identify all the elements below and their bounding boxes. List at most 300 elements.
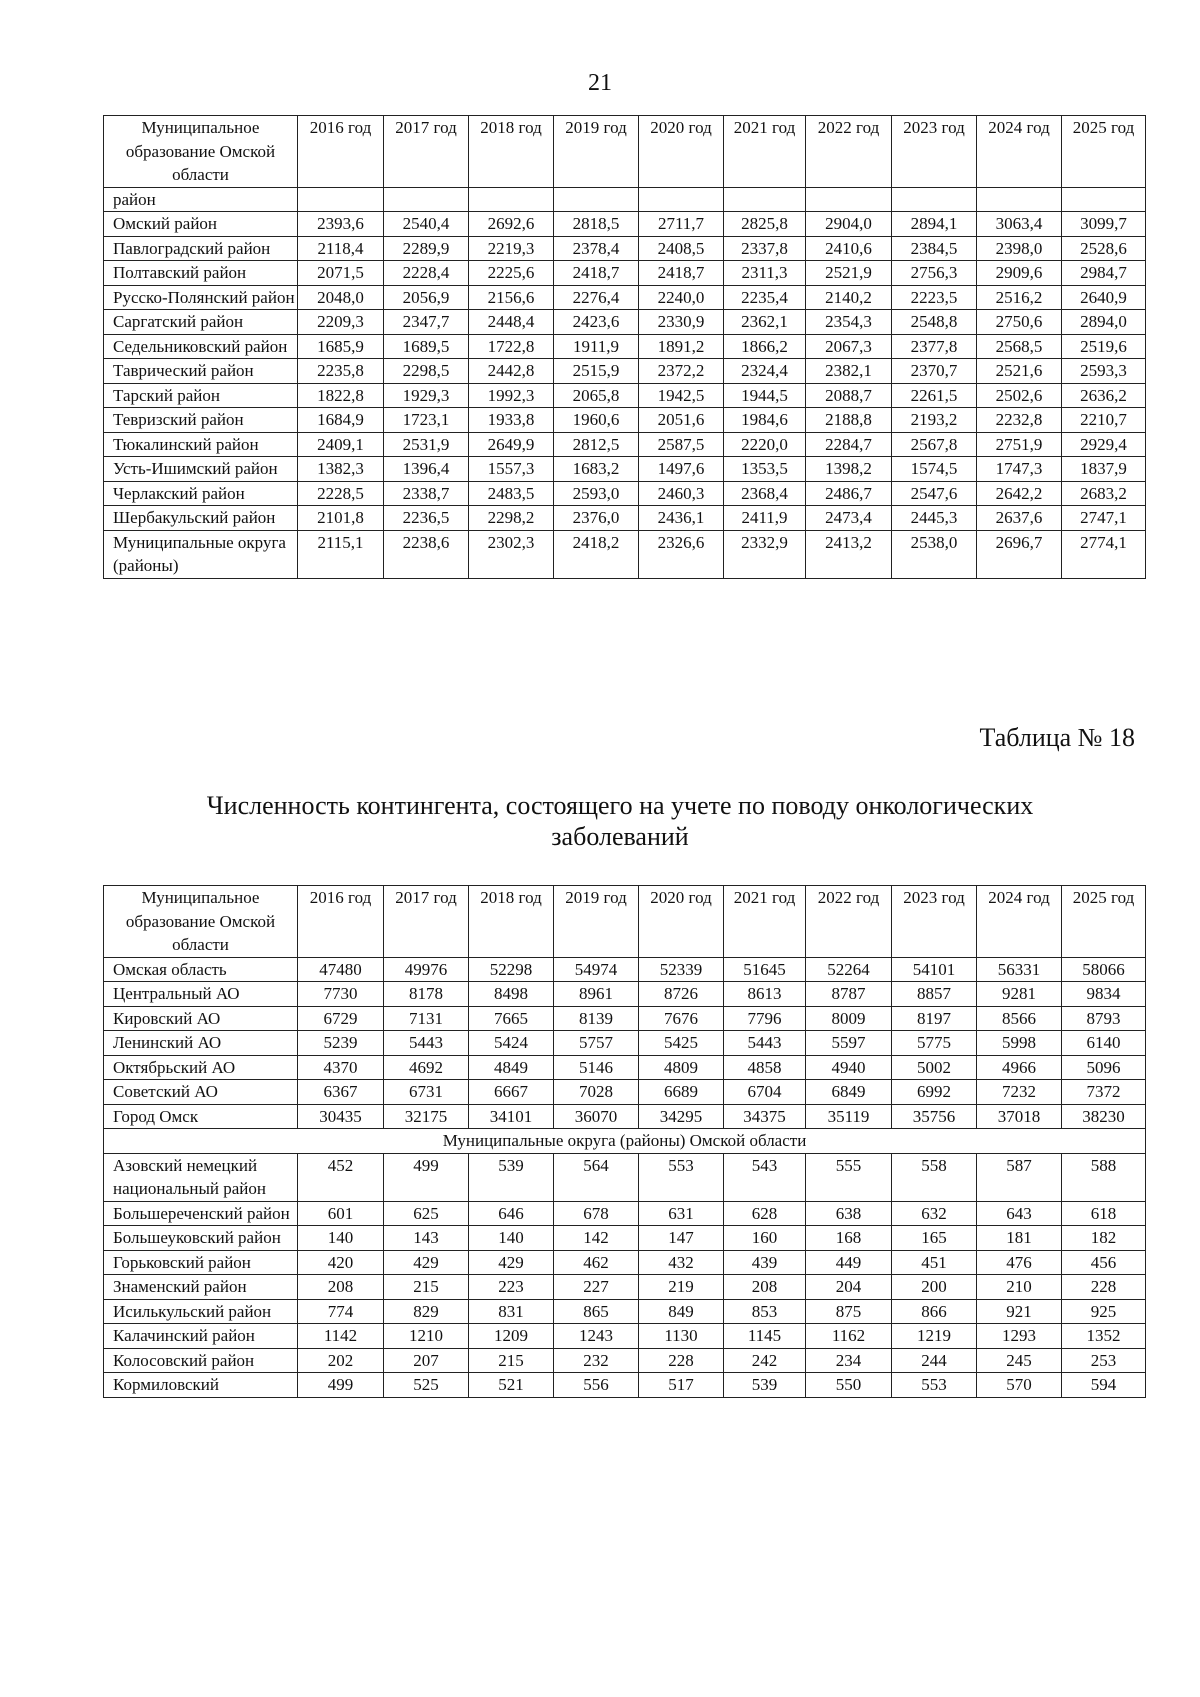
value-cell: 58066 (1062, 957, 1146, 982)
row-name-cell: Кормиловский (104, 1373, 298, 1398)
value-cell: 35119 (806, 1104, 892, 1129)
value-cell: 253 (1062, 1348, 1146, 1373)
value-cell: 165 (892, 1226, 977, 1251)
value-cell: 2587,5 (639, 432, 724, 457)
value-cell: 829 (384, 1299, 469, 1324)
value-cell: 2984,7 (1062, 261, 1146, 286)
value-cell: 558 (892, 1153, 977, 1201)
value-cell: 5775 (892, 1031, 977, 1056)
value-cell: 2818,5 (554, 212, 639, 237)
value-cell: 2220,0 (724, 432, 806, 457)
value-cell: 2376,0 (554, 506, 639, 531)
row-name-cell: Полтавский район (104, 261, 298, 286)
value-cell: 1210 (384, 1324, 469, 1349)
value-cell: 37018 (977, 1104, 1062, 1129)
table-row (104, 957, 1146, 982)
value-cell: 2642,2 (977, 481, 1062, 506)
value-cell: 1723,1 (384, 408, 469, 433)
value-cell: 2515,9 (554, 359, 639, 384)
value-cell: 499 (384, 1153, 469, 1201)
value-cell: 1219 (892, 1324, 977, 1349)
header-year-cell: 2024 год (977, 886, 1062, 958)
table-row (104, 310, 1146, 335)
value-cell: 5757 (554, 1031, 639, 1056)
value-cell: 2382,1 (806, 359, 892, 384)
header-year-cell: 2019 год (554, 886, 639, 958)
header-year-cell: 2023 год (892, 886, 977, 958)
value-cell: 8726 (639, 982, 724, 1007)
page-number: 21 (588, 70, 612, 96)
value-cell: 525 (384, 1373, 469, 1398)
value-cell (384, 187, 469, 212)
value-cell: 6704 (724, 1080, 806, 1105)
value-cell: 2636,2 (1062, 383, 1146, 408)
value-cell: 32175 (384, 1104, 469, 1129)
value-cell: 2894,0 (1062, 310, 1146, 335)
value-cell: 2929,4 (1062, 432, 1146, 457)
value-cell: 2593,0 (554, 481, 639, 506)
value-cell: 539 (469, 1153, 554, 1201)
value-cell: 5443 (384, 1031, 469, 1056)
value-cell: 5424 (469, 1031, 554, 1056)
value-cell: 2225,6 (469, 261, 554, 286)
value-cell: 7028 (554, 1080, 639, 1105)
header-name-cell: Муниципальное образование Омской области (104, 886, 298, 958)
value-cell: 228 (1062, 1275, 1146, 1300)
value-cell: 2423,6 (554, 310, 639, 335)
value-cell: 160 (724, 1226, 806, 1251)
value-cell: 2637,6 (977, 506, 1062, 531)
value-cell: 215 (384, 1275, 469, 1300)
row-name-cell: Седельниковский район (104, 334, 298, 359)
header-year-cell: 2021 год (724, 116, 806, 188)
value-cell: 774 (298, 1299, 384, 1324)
value-cell: 4849 (469, 1055, 554, 1080)
row-name-cell: Саргатский район (104, 310, 298, 335)
value-cell: 51645 (724, 957, 806, 982)
row-name-cell: Тарский район (104, 383, 298, 408)
value-cell: 1891,2 (639, 334, 724, 359)
value-cell: 2276,4 (554, 285, 639, 310)
value-cell: 2547,6 (892, 481, 977, 506)
value-cell: 499 (298, 1373, 384, 1398)
value-cell: 2825,8 (724, 212, 806, 237)
row-name-cell: Омская область (104, 957, 298, 982)
value-cell: 207 (384, 1348, 469, 1373)
value-cell: 1747,3 (977, 457, 1062, 482)
row-name-cell: Черлакский район (104, 481, 298, 506)
value-cell: 2156,6 (469, 285, 554, 310)
value-cell: 1293 (977, 1324, 1062, 1349)
value-cell: 2219,3 (469, 236, 554, 261)
value-cell: 7131 (384, 1006, 469, 1031)
value-cell: 1352 (1062, 1324, 1146, 1349)
value-cell: 2540,4 (384, 212, 469, 237)
table-header-row (104, 116, 1146, 188)
value-cell: 462 (554, 1250, 639, 1275)
value-cell: 36070 (554, 1104, 639, 1129)
value-cell: 2298,2 (469, 506, 554, 531)
value-cell: 2408,5 (639, 236, 724, 261)
value-cell: 1142 (298, 1324, 384, 1349)
value-cell: 1942,5 (639, 383, 724, 408)
value-cell: 553 (639, 1153, 724, 1201)
value-cell: 8009 (806, 1006, 892, 1031)
table-header-row (104, 886, 1146, 958)
value-cell: 432 (639, 1250, 724, 1275)
row-name-cell: Горьковский район (104, 1250, 298, 1275)
table-row (104, 1006, 1146, 1031)
row-name-cell: Тевризский район (104, 408, 298, 433)
header-name-cell: Муниципальное образование Омской области (104, 116, 298, 188)
value-cell: 8566 (977, 1006, 1062, 1031)
value-cell: 2548,8 (892, 310, 977, 335)
value-cell: 2238,6 (384, 530, 469, 578)
table-18 (103, 885, 1146, 1398)
value-cell: 8613 (724, 982, 806, 1007)
value-cell: 521 (469, 1373, 554, 1398)
header-year-cell: 2017 год (384, 116, 469, 188)
value-cell: 643 (977, 1201, 1062, 1226)
value-cell: 1984,6 (724, 408, 806, 433)
value-cell: 3063,4 (977, 212, 1062, 237)
value-cell: 168 (806, 1226, 892, 1251)
table-row (104, 1153, 1146, 1201)
value-cell: 1960,6 (554, 408, 639, 433)
table-row (104, 1275, 1146, 1300)
value-cell: 234 (806, 1348, 892, 1373)
value-cell: 2088,7 (806, 383, 892, 408)
table-row (104, 481, 1146, 506)
header-year-cell: 2019 год (554, 116, 639, 188)
value-cell: 34375 (724, 1104, 806, 1129)
value-cell: 601 (298, 1201, 384, 1226)
value-cell: 1837,9 (1062, 457, 1146, 482)
value-cell: 49976 (384, 957, 469, 982)
table-body (104, 187, 1146, 578)
value-cell: 564 (554, 1153, 639, 1201)
table-row (104, 506, 1146, 531)
table-17-continuation (103, 115, 1146, 579)
value-cell: 2521,9 (806, 261, 892, 286)
value-cell: 200 (892, 1275, 977, 1300)
value-cell: 628 (724, 1201, 806, 1226)
value-cell: 2448,4 (469, 310, 554, 335)
value-cell: 5443 (724, 1031, 806, 1056)
value-cell: 1866,2 (724, 334, 806, 359)
value-cell: 208 (724, 1275, 806, 1300)
value-cell: 2051,6 (639, 408, 724, 433)
value-cell: 227 (554, 1275, 639, 1300)
value-cell: 570 (977, 1373, 1062, 1398)
value-cell: 2756,3 (892, 261, 977, 286)
value-cell: 2904,0 (806, 212, 892, 237)
row-name-cell: Кировский АО (104, 1006, 298, 1031)
value-cell: 2410,6 (806, 236, 892, 261)
row-name-cell: Центральный АО (104, 982, 298, 1007)
header-year-cell: 2018 год (469, 116, 554, 188)
value-cell: 2332,9 (724, 530, 806, 578)
value-cell: 2338,7 (384, 481, 469, 506)
value-cell: 2067,3 (806, 334, 892, 359)
value-cell: 210 (977, 1275, 1062, 1300)
value-cell: 54974 (554, 957, 639, 982)
value-cell: 223 (469, 1275, 554, 1300)
table-row (104, 432, 1146, 457)
value-cell: 451 (892, 1250, 977, 1275)
value-cell: 143 (384, 1226, 469, 1251)
header-year-cell: 2024 год (977, 116, 1062, 188)
value-cell: 4858 (724, 1055, 806, 1080)
value-cell: 631 (639, 1201, 724, 1226)
row-name-cell: Октябрьский АО (104, 1055, 298, 1080)
header-year-cell: 2023 год (892, 116, 977, 188)
value-cell: 866 (892, 1299, 977, 1324)
table-row (104, 982, 1146, 1007)
value-cell: 245 (977, 1348, 1062, 1373)
table-row (104, 285, 1146, 310)
value-cell: 219 (639, 1275, 724, 1300)
table-row (104, 408, 1146, 433)
value-cell: 1574,5 (892, 457, 977, 482)
value-cell: 2311,3 (724, 261, 806, 286)
row-name-cell: Русско-Полянский район (104, 285, 298, 310)
value-cell: 2460,3 (639, 481, 724, 506)
table-row (104, 1031, 1146, 1056)
value-cell: 1145 (724, 1324, 806, 1349)
header-year-cell: 2020 год (639, 886, 724, 958)
value-cell: 56331 (977, 957, 1062, 982)
value-cell: 2235,4 (724, 285, 806, 310)
value-cell: 849 (639, 1299, 724, 1324)
value-cell: 52298 (469, 957, 554, 982)
value-cell: 6992 (892, 1080, 977, 1105)
row-name-cell: Большеуковский район (104, 1226, 298, 1251)
row-name-cell: Тюкалинский район (104, 432, 298, 457)
value-cell: 2377,8 (892, 334, 977, 359)
value-cell: 2324,4 (724, 359, 806, 384)
value-cell (724, 187, 806, 212)
value-cell: 2118,4 (298, 236, 384, 261)
value-cell: 4966 (977, 1055, 1062, 1080)
value-cell: 52264 (806, 957, 892, 982)
value-cell: 242 (724, 1348, 806, 1373)
row-name-cell: Омский район (104, 212, 298, 237)
value-cell (1062, 187, 1146, 212)
value-cell: 2486,7 (806, 481, 892, 506)
header-year-cell: 2025 год (1062, 886, 1146, 958)
value-cell: 2228,4 (384, 261, 469, 286)
value-cell: 47480 (298, 957, 384, 982)
value-cell: 632 (892, 1201, 977, 1226)
value-cell: 9834 (1062, 982, 1146, 1007)
row-name-cell: Усть-Ишимский район (104, 457, 298, 482)
value-cell: 34295 (639, 1104, 724, 1129)
value-cell: 2210,7 (1062, 408, 1146, 433)
value-cell: 8178 (384, 982, 469, 1007)
value-cell: 831 (469, 1299, 554, 1324)
value-cell: 7796 (724, 1006, 806, 1031)
value-cell: 181 (977, 1226, 1062, 1251)
value-cell: 2445,3 (892, 506, 977, 531)
value-cell: 429 (384, 1250, 469, 1275)
value-cell: 550 (806, 1373, 892, 1398)
value-cell: 228 (639, 1348, 724, 1373)
value-cell: 2683,2 (1062, 481, 1146, 506)
value-cell: 1929,3 (384, 383, 469, 408)
table-row (104, 1201, 1146, 1226)
value-cell: 2289,9 (384, 236, 469, 261)
value-cell: 625 (384, 1201, 469, 1226)
value-cell: 921 (977, 1299, 1062, 1324)
value-cell: 2140,2 (806, 285, 892, 310)
value-cell: 853 (724, 1299, 806, 1324)
table-row (104, 1348, 1146, 1373)
value-cell: 865 (554, 1299, 639, 1324)
table-row (104, 212, 1146, 237)
value-cell: 1684,9 (298, 408, 384, 433)
value-cell: 1497,6 (639, 457, 724, 482)
value-cell: 452 (298, 1153, 384, 1201)
table-row (104, 359, 1146, 384)
row-name-cell: Азовский немецкий национальный район (104, 1153, 298, 1201)
value-cell: 7665 (469, 1006, 554, 1031)
value-cell: 8498 (469, 982, 554, 1007)
value-cell: 215 (469, 1348, 554, 1373)
row-name-cell: Город Омск (104, 1104, 298, 1129)
value-cell: 2071,5 (298, 261, 384, 286)
value-cell: 2411,9 (724, 506, 806, 531)
value-cell: 2372,2 (639, 359, 724, 384)
value-cell: 2240,0 (639, 285, 724, 310)
value-cell: 2284,7 (806, 432, 892, 457)
value-cell: 517 (639, 1373, 724, 1398)
value-cell: 54101 (892, 957, 977, 982)
value-cell: 2568,5 (977, 334, 1062, 359)
value-cell: 2750,6 (977, 310, 1062, 335)
value-cell: 1911,9 (554, 334, 639, 359)
value-cell: 678 (554, 1201, 639, 1226)
value-cell: 6667 (469, 1080, 554, 1105)
value-cell: 1933,8 (469, 408, 554, 433)
table-row (104, 530, 1146, 578)
value-cell: 8857 (892, 982, 977, 1007)
value-cell: 925 (1062, 1299, 1146, 1324)
value-cell: 2538,0 (892, 530, 977, 578)
value-cell: 2330,9 (639, 310, 724, 335)
section-label: Муниципальные округа (районы) Омской области (104, 1129, 1146, 1154)
value-cell (469, 187, 554, 212)
value-cell: 638 (806, 1201, 892, 1226)
value-cell: 2409,1 (298, 432, 384, 457)
value-cell: 6731 (384, 1080, 469, 1105)
row-name-cell: Павлоградский район (104, 236, 298, 261)
value-cell: 244 (892, 1348, 977, 1373)
value-cell: 8787 (806, 982, 892, 1007)
value-cell: 2354,3 (806, 310, 892, 335)
table-number: Таблица № 18 (979, 723, 1135, 752)
value-cell: 476 (977, 1250, 1062, 1275)
value-cell: 2909,6 (977, 261, 1062, 286)
table-row (104, 457, 1146, 482)
table-row (104, 383, 1146, 408)
value-cell: 5425 (639, 1031, 724, 1056)
row-name-cell: Большереченский район (104, 1201, 298, 1226)
value-cell: 30435 (298, 1104, 384, 1129)
value-cell: 2473,4 (806, 506, 892, 531)
value-cell: 553 (892, 1373, 977, 1398)
value-cell: 587 (977, 1153, 1062, 1201)
value-cell: 2236,5 (384, 506, 469, 531)
value-cell: 4692 (384, 1055, 469, 1080)
value-cell: 2298,5 (384, 359, 469, 384)
row-name-cell: Ленинский АО (104, 1031, 298, 1056)
value-cell: 1353,5 (724, 457, 806, 482)
value-cell: 2747,1 (1062, 506, 1146, 531)
value-cell: 1722,8 (469, 334, 554, 359)
value-cell: 1398,2 (806, 457, 892, 482)
value-cell: 7676 (639, 1006, 724, 1031)
table-row (104, 1226, 1146, 1251)
value-cell: 2436,1 (639, 506, 724, 531)
value-cell: 1685,9 (298, 334, 384, 359)
value-cell (892, 187, 977, 212)
value-cell (554, 187, 639, 212)
value-cell: 2418,2 (554, 530, 639, 578)
value-cell: 2101,8 (298, 506, 384, 531)
value-cell: 5002 (892, 1055, 977, 1080)
table-row (104, 1055, 1146, 1080)
value-cell: 1689,5 (384, 334, 469, 359)
header-year-cell: 2017 год (384, 886, 469, 958)
value-cell: 232 (554, 1348, 639, 1373)
value-cell: 2048,0 (298, 285, 384, 310)
value-cell: 5597 (806, 1031, 892, 1056)
header-year-cell: 2016 год (298, 116, 384, 188)
value-cell: 7372 (1062, 1080, 1146, 1105)
table-row (104, 261, 1146, 286)
value-cell: 2521,6 (977, 359, 1062, 384)
value-cell: 8197 (892, 1006, 977, 1031)
value-cell: 2370,7 (892, 359, 977, 384)
row-name-cell: Муниципальные округа (районы) (104, 530, 298, 578)
value-cell: 2326,6 (639, 530, 724, 578)
value-cell: 2115,1 (298, 530, 384, 578)
value-cell: 202 (298, 1348, 384, 1373)
value-cell: 539 (724, 1373, 806, 1398)
value-cell: 6689 (639, 1080, 724, 1105)
value-cell: 456 (1062, 1250, 1146, 1275)
value-cell: 875 (806, 1299, 892, 1324)
value-cell: 543 (724, 1153, 806, 1201)
table-row (104, 334, 1146, 359)
header-year-cell: 2021 год (724, 886, 806, 958)
value-cell: 2567,8 (892, 432, 977, 457)
value-cell: 2649,9 (469, 432, 554, 457)
row-name-cell: Исилькульский район (104, 1299, 298, 1324)
header-year-cell: 2020 год (639, 116, 724, 188)
value-cell: 618 (1062, 1201, 1146, 1226)
value-cell: 2056,9 (384, 285, 469, 310)
value-cell: 2065,8 (554, 383, 639, 408)
value-cell: 35756 (892, 1104, 977, 1129)
value-cell: 588 (1062, 1153, 1146, 1201)
header-year-cell: 2022 год (806, 116, 892, 188)
value-cell: 2812,5 (554, 432, 639, 457)
value-cell: 2337,8 (724, 236, 806, 261)
value-cell: 6729 (298, 1006, 384, 1031)
value-cell: 8793 (1062, 1006, 1146, 1031)
